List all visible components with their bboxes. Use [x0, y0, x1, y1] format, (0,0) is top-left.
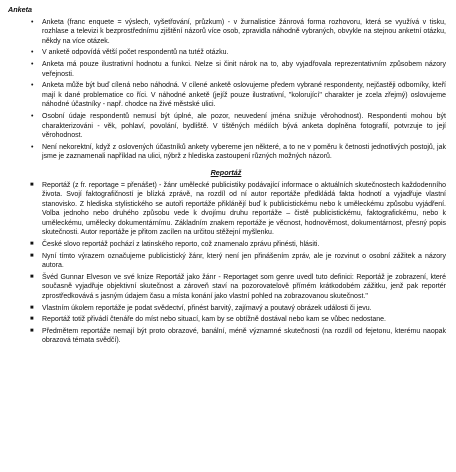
anketa-item-text: Osobní údaje respondentů nemusí být úplné, ale pozor, neuvedení jména snižuje věrohodnost). Respondenti mohou být charakterizováni - věk, pohlaví, povolání, bydliště. V tištěných médiích bývá anketa doplněna fotografií, potvrzuje to její věrohodnost. — [42, 112, 446, 140]
bullet-dot-icon: • — [31, 18, 34, 26]
bullet-square-icon: ■ — [30, 273, 34, 280]
reportaz-item — [30, 181, 446, 239]
bullet-square-icon: ■ — [30, 327, 34, 334]
anketa-list — [6, 18, 446, 162]
anketa-item-text: Není nekorektní, když z oslovených účastníků ankety vybereme jen některé, a to ne v poměru k četnosti jednotlivých postojů, jak jsme je zaznamenali například na ulici, nýbrž z hlediska zastoupení různých možných názorů. — [42, 143, 446, 161]
anketa-item-text: Anketa může být buď cílená nebo náhodná. V cílené anketě oslovujeme předem vybrané respondenty, nejčastěji odborníky, kteří mají k dané problematice co říci. V náhodné anketě (jejíž pouze ilustrativní, "kolorující" charakter je zcela zřejmý) oslovujeme náhodné účastníky - např. chodce na živé městské ulici. — [42, 82, 446, 109]
anketa-item — [31, 81, 446, 110]
reportaz-item-text: Předmětem reportáže nemají být proto obrazové, banální, méně významné skutečnosti (na rozdíl od fejetonu, kterému naopak obrazová témata svědčí). — [42, 327, 446, 345]
reportaz-item-text: Reportáž totiž přivádí čtenáře do míst nebo situací, kam by se obtížně dostával nebo kam se vůbec nedostane. — [42, 316, 386, 324]
bullet-square-icon: ■ — [30, 304, 34, 311]
reportaz-item — [30, 252, 446, 271]
anketa-item — [31, 48, 446, 58]
anketa-item — [31, 18, 446, 47]
reportaz-item — [30, 327, 446, 346]
section-heading-reportaz: Reportáž — [210, 167, 242, 177]
bullet-dot-icon: • — [31, 143, 34, 151]
reportaz-list — [6, 181, 446, 347]
reportaz-item-text: Švéd Gunnar Elveson ve své knize Reportáž jako žánr - Reportaget som genre uvedl tuto definici: Reportáž je zobrazení, které současně vyjadřuje objektivní skutečnost a zároveň staví na pozorovatelově přímém krátkodobém zážitku, jenž pak reportér zprostředkovává s jasným údajem času a místa konání jako vlastní pohled na zobrazovanou skutečnost." — [42, 273, 446, 301]
reportaz-item — [30, 273, 446, 302]
reportaz-item — [30, 315, 446, 325]
anketa-item — [31, 112, 446, 141]
bullet-square-icon: ■ — [30, 181, 34, 188]
reportaz-item-text: Reportáž (z fr. reportage = přenášet) - žánr umělecké publicistiky podávající informace o aktuálních skutečnostech každodenního života. Svojí faktografičností je blízká zprávě, na rozdíl od ní autor reportáže předkládá fakta hodnotí a vyjadřuje vlastní stanovisko. Z hlediska stylistického se autoři reportáže přiklánějí buď k publicistickému nebo k uměleckému způsobu vyjádření. Volba jednoho nebo druhého způsobu vede k dvojímu druhu reportáže – čistě publicistickému, faktografickému, nebo k uměleckému, umělecky dokumentárnímu. Základním znakem reportáže je věcnost, hodnověrnost, dokumentárnost, přesný popis skutečnosti. Autor reportáže je přitom zacílen na určitou stěžejní myšlenku. — [42, 181, 446, 237]
bullet-square-icon: ■ — [30, 316, 34, 323]
reportaz-item — [30, 304, 446, 314]
reportaz-item-text: Nyní tímto výrazem označujeme publicistický žánr, který není jen přinášením zpráv, ale je rozvinut o osobní zážitek a názory autora. — [42, 252, 446, 270]
anketa-item-text: Anketa (franc enquete = výslech, vyšetřování, průzkum) - v žurnalistice žánrová forma rozhovoru, která se využívá v tisku, rozhlase a televizi k bezprostřednímu zjištění názorů více osob, zpravidla náhodně vybraných, obvykle na stejnou anketní otázku, někdy na více otázek. — [42, 18, 446, 45]
anketa-item-text: V anketě odpovídá větší počet respondentů na tutéž otázku. — [42, 49, 229, 57]
anketa-item — [31, 60, 446, 79]
reportaz-item-text: České slovo reportáž pochází z latinského reporto, což znamenalo zprávu přinésti, hlásiti. — [42, 241, 320, 249]
bullet-dot-icon: • — [31, 82, 34, 90]
bullet-square-icon: ■ — [30, 252, 34, 259]
reportaz-item — [30, 240, 446, 250]
section-heading-anketa: Anketa — [8, 5, 32, 14]
anketa-item — [31, 143, 446, 162]
bullet-dot-icon: • — [31, 112, 34, 120]
bullet-dot-icon: • — [31, 60, 34, 68]
reportaz-item-text: Vlastním úkolem reportáže je podat svědectví, přinést barvitý, zajímavý a poutavý obrázek události či jevu. — [42, 304, 372, 312]
bullet-dot-icon: • — [31, 49, 34, 57]
anketa-item-text: Anketa má pouze ilustrativní hodnotu a funkci. Nelze si činit nárok na to, aby vyjadřovala reprezentativním způsobem názory veřejnosti. — [42, 60, 446, 78]
bullet-square-icon: ■ — [30, 241, 34, 248]
